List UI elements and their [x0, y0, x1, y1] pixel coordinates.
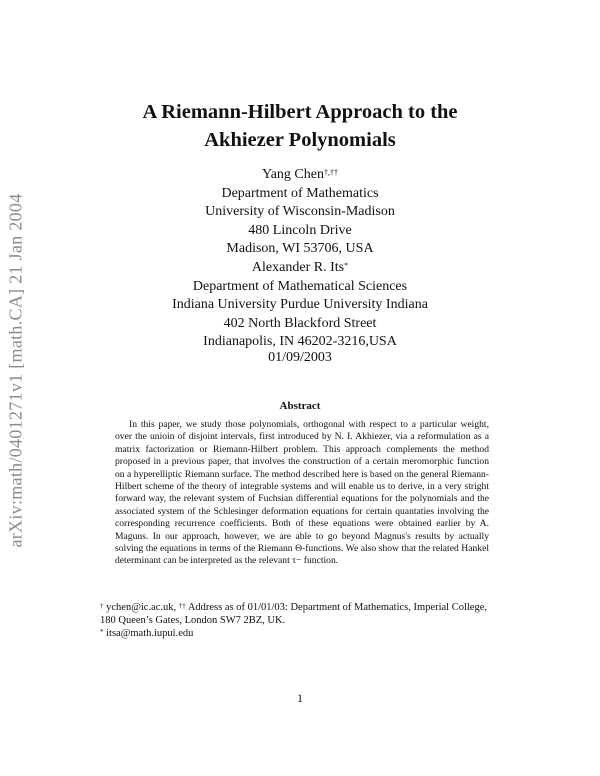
- arxiv-identifier-stamp: [4, 160, 28, 580]
- footnote-1-mark: †: [100, 602, 104, 610]
- affiliation-2-street: 402 North Blackford Street: [223, 315, 377, 331]
- affiliation-1-city: Madison, WI 53706, USA: [226, 241, 374, 257]
- footnote-1: [100, 601, 500, 614]
- footnotes: [100, 601, 500, 641]
- affiliation-1-university: University of Wisconsin-Madison: [205, 204, 395, 220]
- footnote-1-email: ychen@ic.ac.uk,: [106, 602, 177, 613]
- affiliation-1-street: 480 Lincoln Drive: [248, 222, 352, 238]
- author-1-footnote-marks: †,††: [323, 168, 338, 177]
- footnote-2-email: itsa@math.iupui.edu: [106, 628, 194, 640]
- footnote-2-mark: *: [100, 628, 104, 637]
- footnote-1-continuation: 180 Queen’s Gates, London SW7 2BZ, UK.: [100, 615, 286, 627]
- author-1-line: [100, 166, 500, 185]
- affiliation-2-city: Indianapolis, IN 46202-3216,USA: [203, 334, 397, 350]
- affiliation-1-department: Department of Mathematics: [221, 185, 379, 201]
- title-line-2: Akhiezer Polynomials: [204, 129, 396, 151]
- arxiv-identifier-text: arXiv:math/0401271v1 [math.CA] 21 Jan 2004: [5, 192, 26, 548]
- affiliation-2-university: Indiana University Purdue University Indiana: [172, 297, 428, 313]
- footnote-2: [100, 627, 500, 640]
- author-2-footnote-mark: *: [344, 260, 349, 270]
- author-2-line: [100, 259, 500, 278]
- abstract-heading: Abstract: [279, 400, 321, 412]
- paper-date: 01/09/2003: [268, 350, 332, 365]
- author-1-name: Yang Chen: [262, 167, 324, 182]
- title-line-1: A Riemann-Hilbert Approach to the: [142, 101, 458, 123]
- footnote-1b-mark: ††: [178, 602, 186, 610]
- affiliation-2-department: Department of Mathematical Sciences: [192, 278, 408, 294]
- abstract-body: In this paper, we study those polynomials, orthogonal with respect to a particular weight, over the unioin of disjoint intervals, first introduced by N. I. Akhiezer, via a reformulation as a matrix factorization or Riemann-Hilbert problem. This approach complements the method proposed in a previous paper, that involves the construction of a certain meromorphic function on a hyperelliptic Riemann surface. The method described here is based on the general Riemann-Hilbert scheme of the theory of integrable systems and will enable us to derive, in a very stright forward way, the relevant system of Fuchsian differential equations for the polynomials and the associated system of the Schlesinger deformation equations for certain quantaties involving the corresponding recurrence coefficients. Both of these equations were obtained earlier by A. Maguns. In our approach, however, we are able to go beyond Magnus's results by actually solving the equations in terms of the Riemann Θ-functions. We also show that the related Hankel determinant can be interpreted as the relevant τ− function.: [115, 419, 489, 567]
- author-2-name: Alexander R. Its: [251, 259, 345, 275]
- page-number: 1: [297, 691, 303, 705]
- paper-title: [70, 98, 530, 154]
- author-block: [100, 166, 500, 352]
- footnote-1b-text: Address as of 01/01/03: Department of Mathematics, Imperial College,: [187, 602, 487, 613]
